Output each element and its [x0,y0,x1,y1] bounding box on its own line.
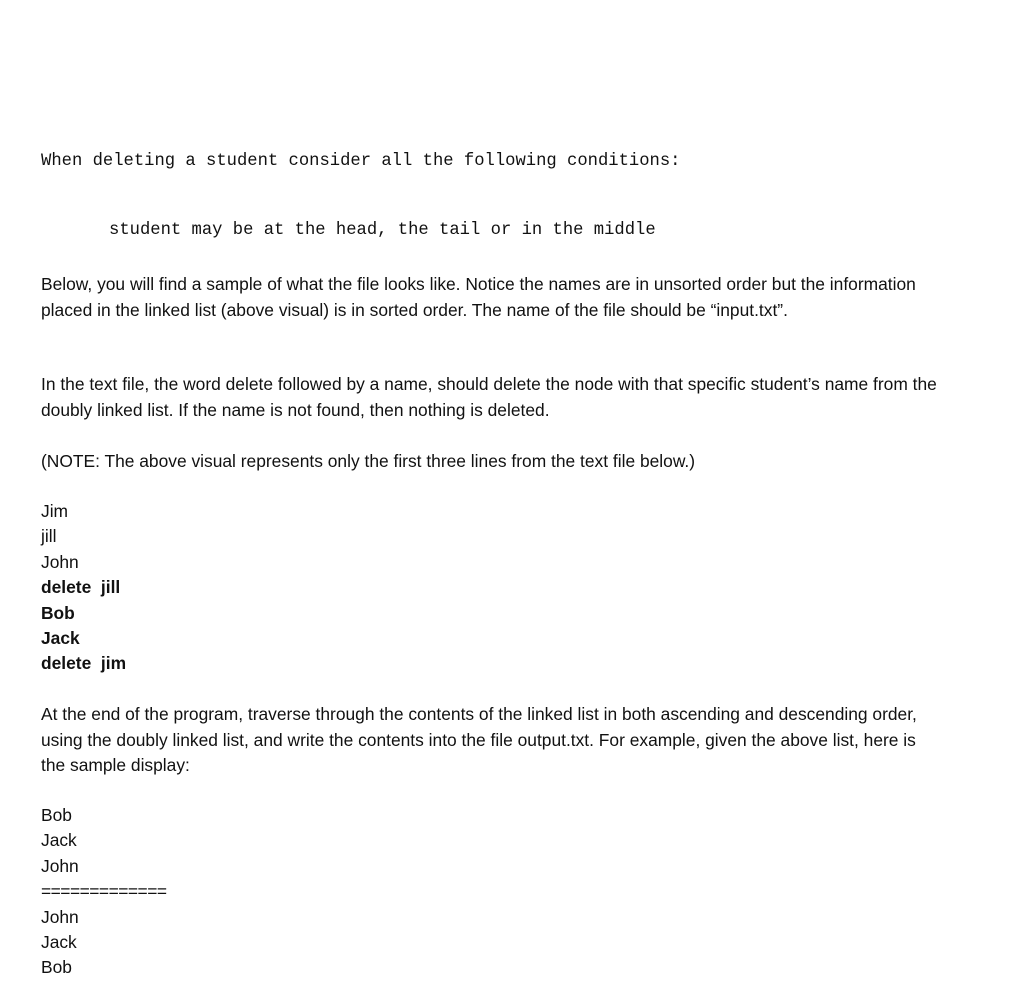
intro-paragraph: Below, you will find a sample of what the file looks like. Notice the names are in unsorted order but the information placed in the linked list (above visual) is in sorted order. The name of the file should be “input.txt”. [41,274,916,320]
output-line: Jack [41,932,77,953]
code-note-block [41,104,680,288]
input-line: Jim [41,501,69,521]
input-line: Jack [41,628,80,649]
code-note-line-1: When deleting a student consider all the following conditions: [41,152,681,171]
code-note-line-2: student may be at the head, the tail or in the middle [109,221,656,240]
input-line: John [41,551,79,572]
note-paragraph: (NOTE: The above visual represents only the first three lines from the text file below.) [41,451,696,471]
output-line: John [41,855,79,876]
output-sample-display [41,803,167,981]
input-line-delete-command: delete jill [41,577,121,598]
output-line: Bob [41,957,72,978]
input-file-sample [41,499,126,677]
output-line: Jack [41,830,77,851]
end-of-program-paragraph: At the end of the program, traverse through the contents of the linked list in both ascending and descending order, using the doubly linked list, and write the contents into the file output.txt. For example, given the above list, here is the sample display: [41,704,917,776]
output-separator: ============= [41,881,167,902]
output-line: Bob [41,805,72,825]
input-line: Bob [41,602,75,623]
input-line-delete-command: delete jim [41,653,127,674]
input-line: jill [41,526,57,547]
delete-rule-paragraph: In the text file, the word delete followed by a name, should delete the node with that specific student’s name from the doubly linked list. If the name is not found, then nothing is deleted. [41,374,937,420]
output-line: John [41,906,79,927]
